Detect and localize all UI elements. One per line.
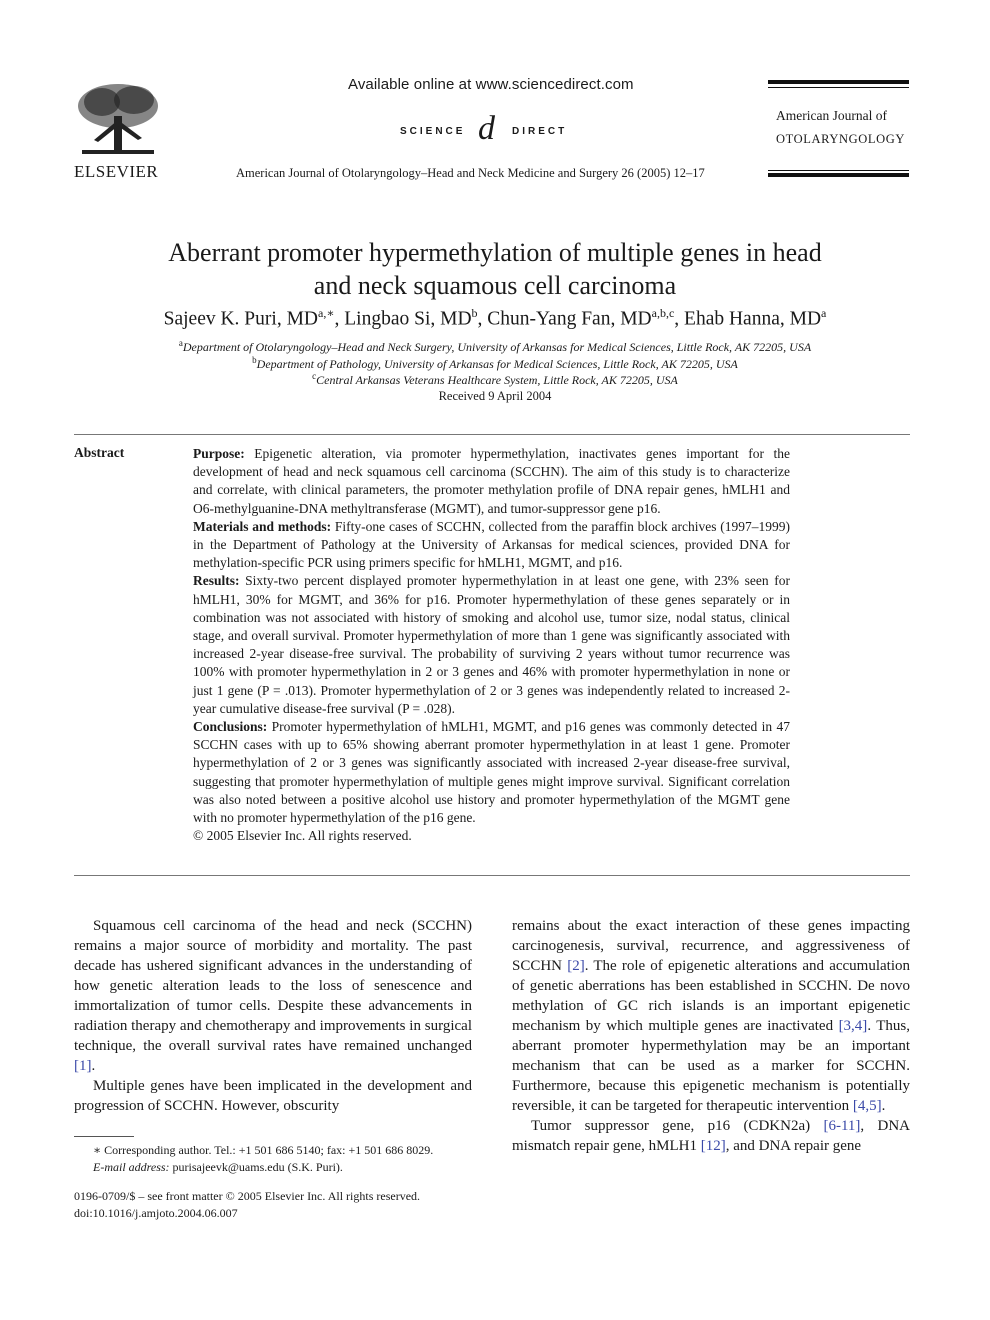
abstract-rule-bottom bbox=[74, 875, 910, 876]
results-label: Results: bbox=[193, 573, 240, 589]
conclusions-text: Promoter hypermethylation of hMLH1, MGMT, and p16 genes was commonly detected in 47 SCCHN cases with up to 65% showing aberrant promoter hypermethylation in at least 1 gene. Promoter hypermethylation of 2 or 3 genes was significantly associated with increased 2-year disease-free survival, suggesting that promoter hypermethylation of multiple genes might improve survival. Significant correlation was also noted between a positive alcohol use history and promoter hypermethylation of the MGMT gene with no promoter hypermethylation of the p16 gene. bbox=[193, 719, 791, 826]
abstract-methods bbox=[193, 518, 790, 573]
abstract-label: Abstract bbox=[74, 445, 125, 460]
methods-label: Materials and methods: bbox=[193, 518, 332, 534]
abstract-conclusions bbox=[193, 718, 790, 827]
citation-link[interactable]: [3,4] bbox=[838, 1018, 868, 1034]
affiliation-b bbox=[60, 355, 930, 372]
footnote-rule bbox=[74, 1136, 134, 1137]
aff-text: Department of Otolaryngology–Head and Neck Surgery, University of Arkansas for Medical Sciences, Little Rock, AK 72205, USA bbox=[182, 340, 812, 354]
received-date: Received 9 April 2004 bbox=[438, 389, 552, 403]
title-line2: and neck squamous cell carcinoma bbox=[313, 271, 677, 300]
publisher-name: ELSEVIER bbox=[74, 162, 159, 181]
sciencedirect-left: SCIENCE bbox=[400, 126, 466, 137]
paragraph-text: remains about the exact interaction of these genes impacting carcinogenesis, survival, recurrence, and aggressiveness of SCCHN bbox=[512, 918, 910, 974]
affiliation-c bbox=[60, 371, 930, 388]
paragraph-text: , and DNA repair gene bbox=[725, 1138, 862, 1154]
corresponding-footnote bbox=[93, 1142, 433, 1176]
author-sup: a bbox=[821, 306, 827, 320]
author-sup: b bbox=[471, 306, 478, 320]
sciencedirect-mark-icon: d bbox=[478, 110, 495, 147]
email-line bbox=[93, 1159, 433, 1176]
citation-link[interactable]: [6-11] bbox=[823, 1118, 861, 1134]
frontmatter-text: 0196-0709/$ – see front matter © 2005 Elsevier Inc. All rights reserved. bbox=[74, 1189, 421, 1203]
title-line1: Aberrant promoter hypermethylation of multiple genes in head bbox=[168, 238, 822, 267]
body-paragraph: remains about the exact interaction of these genes impacting carcinogenesis, survival, recurrence, and aggressiveness of SCCHN [2]. The role of epigenetic alterations and accumulation of genetic aberrations has been established in SCCHN. De novo methylation of GC rich islands is an important epigenetic mechanism by which multiple genes are inactivated [3,4]. Thus, aberrant promoter hypermethylation may be an important mechanism that can be used as a marker for SCCHN. Furthermore, because this epigenetic mechanism is potentially reversible, it can be targeted for therapeutic intervention [4,5]. bbox=[512, 918, 911, 1114]
journal-citation: American Journal of Otolaryngology–Head and Neck Medicine and Surgery 26 (2005) 12–17 bbox=[236, 166, 705, 180]
abstract-results bbox=[193, 572, 790, 718]
purpose-text: Epigenetic alteration, via promoter hypermethylation, inactivates genes important for the development of head and neck squamous cell carcinoma (SCCHN). The aim of this study is to characterize and correlate, with clinical parameters, the promoter methylation profile of DNA repair genes, hMLH1 and O6-methylguanine-DNA methyltransferase (MGMT), and tumor-suppressor gene p16. bbox=[193, 446, 790, 516]
body-paragraph: Multiple genes have been implicated in the development and progression of SCCHN. However, obscurity bbox=[74, 1078, 472, 1114]
journal-rule-top-thin bbox=[768, 87, 909, 88]
paragraph-text: Tumor suppressor gene, p16 (CDKN2a) bbox=[531, 1118, 811, 1134]
paragraph-text: , DNA mismatch repair gene, hMLH1 bbox=[512, 1118, 910, 1154]
conclusions-label: Conclusions: bbox=[193, 719, 268, 735]
journal-rule-bottom bbox=[768, 173, 909, 177]
front-matter-info bbox=[74, 1188, 420, 1222]
doi-text[interactable]: doi:10.1016/j.amjoto.2004.06.007 bbox=[74, 1206, 238, 1220]
abstract-copyright: © 2005 Elsevier Inc. All rights reserved. bbox=[193, 828, 412, 844]
journal-rule-bottom-thin bbox=[768, 170, 909, 171]
journal-name-line2: OTOLARYNGOLOGY bbox=[776, 132, 905, 146]
aff-text: Central Arkansas Veterans Healthcare System, Little Rock, AK 72205, USA bbox=[316, 373, 678, 387]
citation-link[interactable]: [12] bbox=[700, 1138, 726, 1154]
email-label: E-mail address: bbox=[93, 1160, 170, 1174]
author-sup: a,∗ bbox=[318, 306, 335, 320]
journal-rule-top bbox=[768, 80, 909, 84]
paragraph-text: . Thus, aberrant promoter hypermethylation may be an important mechanism that can be used as a marker for SCCHN. Furthermore, because this epigenetic mechanism is potentially reversible, it can be targeted for therapeutic intervention bbox=[512, 1018, 911, 1114]
aff-sup: b bbox=[252, 355, 257, 365]
body-right-column bbox=[512, 916, 910, 1156]
journal-name-line1: American Journal of bbox=[776, 108, 887, 123]
sciencedirect-right: DIRECT bbox=[512, 126, 568, 137]
aff-sup: c bbox=[312, 371, 317, 381]
author-name: Lingbao Si, MD bbox=[344, 308, 472, 330]
purpose-label: Purpose: bbox=[193, 446, 245, 461]
affiliation-a bbox=[60, 338, 930, 355]
abstract-purpose bbox=[193, 445, 790, 518]
citation-link[interactable]: [4,5] bbox=[852, 1098, 882, 1114]
author-name: Ehab Hanna, MD bbox=[684, 308, 822, 330]
paragraph-text: . The role of epigenetic alterations and accumulation of genetic aberrations has been established in SCCHN. De novo methylation of GC rich islands is an important epigenetic mechanism by which multiple genes are inactivated bbox=[512, 958, 911, 1034]
elsevier-tree-logo bbox=[72, 80, 164, 160]
sciencedirect-logo[interactable] bbox=[400, 110, 590, 156]
results-text: Sixty-two percent displayed promoter hypermethylation in at least one gene, with 23% seen for hMLH1, 30% for MGMT, and 36% for p16. Promoter hypermethylation of these genes separately or in combination was not associated with history of smoking and alcohol use, tumor size, nodal status, clinical stage, and overall survival. Promoter hypermethylation of more than 1 gene was significantly associated with increased 2-year disease-free survival. The probability of surviving 2 years without tumor recurrence was 100% with promoter hypermethylation in 2 or 3 genes and 46% with promoter hypermethylation in none or just 1 gene (P = .013). Promoter hypermethylation of 2 or 3 genes was independently related to increased 2-year cumulative disease-free survival (P = .028). bbox=[193, 573, 791, 716]
corresponding-text: ∗ Corresponding author. Tel.: +1 501 686 5140; fax: +1 501 686 8029. bbox=[93, 1143, 434, 1157]
author-sup: a,b,c bbox=[651, 306, 675, 320]
citation-link[interactable]: [1] bbox=[74, 1058, 92, 1074]
email-address[interactable]: purisajeevk@uams.edu (S.K. Puri). bbox=[172, 1160, 343, 1174]
body-left-column bbox=[74, 916, 472, 1116]
author-name: Sajeev K. Puri, MD bbox=[163, 308, 318, 330]
body-paragraph: Squamous cell carcinoma of the head and neck (SCCHN) remains a major source of morbidity and mortality. The past decade has ushered significant advances in the understanding of how genetic alteration leads to the loss of senescence and immortalization of tumor cells. Despite these advancements in radiation therapy and chemotherapy and improvements in surgical technique, the overall survival rates have remained unchanged [1]. bbox=[74, 918, 472, 1074]
aff-sup: a bbox=[178, 338, 183, 348]
citation-link[interactable]: [2] bbox=[567, 958, 585, 974]
body-paragraph bbox=[512, 1116, 910, 1156]
abstract-rule-top bbox=[74, 434, 910, 435]
article-title bbox=[60, 236, 930, 302]
aff-text: Department of Pathology, University of Arkansas for Medical Sciences, Little Rock, AK 72205, USA bbox=[256, 357, 738, 371]
author-name: Chun-Yang Fan, MD bbox=[487, 308, 652, 330]
abstract-body bbox=[193, 445, 790, 845]
available-online-link[interactable]: Available online at www.sciencedirect.com bbox=[348, 76, 634, 93]
methods-text: Fifty-one cases of SCCHN, collected from the paraffin block archives (1997–1999) in the Department of Pathology at the University of Arkansas for medical sciences, provided DNA for methylation-specific PCR using primers specific for hMLH1, MGMT, and p16. bbox=[193, 518, 790, 571]
paragraph-text: Squamous cell carcinoma of the head and neck (SCCHN) remains a major source of morbidity and mortality. The past decade has ushered significant advances in the understanding of how genetic alteration leads to the loss of senescence and immortalization of tumor cells. Despite these advancements in radiation therapy and chemotherapy and improvements in surgical technique, the overall survival rates have remained unchanged bbox=[74, 918, 472, 1054]
author-list: Sajeev K. Puri, $MD^{a,∗}$, Lingbao Si, $MD^b$, Chun-Yang Fan, MD$^{a,b,c}$, Ehab Hanna, $MD^a$ bbox=[163, 306, 827, 330]
